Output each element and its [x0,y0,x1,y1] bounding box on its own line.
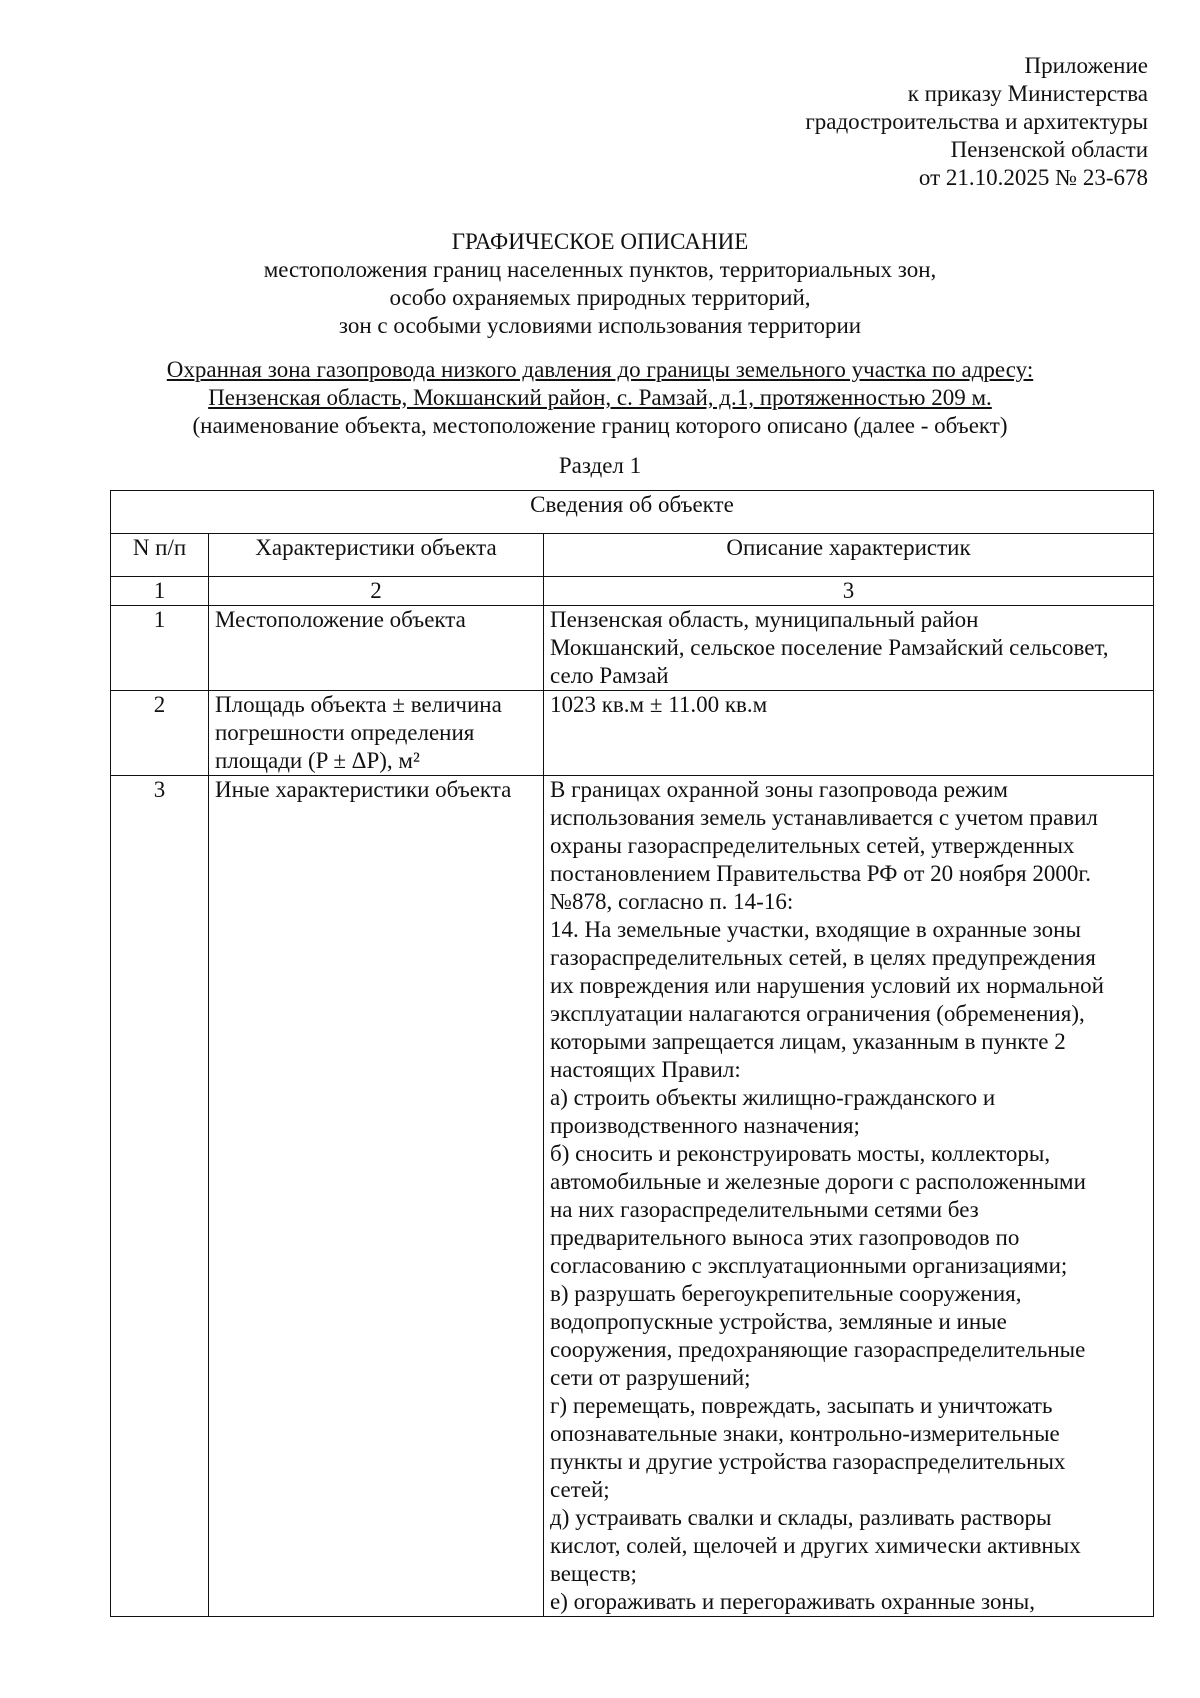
table-header-row [111,534,1154,577]
characteristic-line: Местоположение объекта [215,607,466,632]
description-line: а) строить объекты жилищно-гражданского и [550,1085,996,1110]
description-line: д) устраивать свалки и склады, разливать растворы [550,1505,1052,1530]
description-line: их повреждения или нарушения условий их нормальной [550,973,1104,998]
description-line: в) разрушать берегоукрепительные сооружения, [550,1281,1022,1306]
description-line: водопропускные устройства, земляные и иные [550,1309,1007,1334]
section-heading: Раздел 1 [558,453,642,478]
description-line: кислот, солей, щелочей и других химически активных [550,1533,1081,1558]
column-header: Описание характеристик [544,534,1154,577]
description-line: 1023 кв.м ± 11.00 кв.м [550,692,768,717]
column-number-row [111,577,1154,606]
description-line: на них газораспределительными сетями без [550,1197,979,1222]
description-line: постановлением Правительства РФ от 20 ноября 2000г. [550,861,1091,886]
document-title-block [0,228,1200,340]
description-line: опознавательные знаки, контрольно-измерительные [550,1421,1060,1446]
description-line: е) огораживать и перегораживать охранные зоны, [550,1589,1035,1614]
description-line: веществ; [550,1561,637,1586]
characteristic-cell [209,691,544,776]
document-subtitle-line: особо охраняемых природных территорий, [389,285,811,310]
characteristic-cell [209,606,544,691]
description-line: использования земель устанавливается с учетом правил [550,805,1098,830]
appendix-line: Пензенской области [950,137,1148,162]
appendix-line: Приложение [1024,53,1148,78]
description-line: которыми запрещается лицам, указанным в пункте 2 [550,1029,1066,1054]
appendix-line: от 21.10.2025 № 23-678 [918,165,1148,190]
description-cell [544,776,1154,1617]
object-name-line: Охранная зона газопровода низкого давления до границы земельного участка по адресу: [166,357,1034,382]
table-title-row [111,491,1154,534]
table-row [111,691,1154,776]
description-line: б) сносить и реконструировать мосты, коллекторы, [550,1141,1051,1166]
row-number: 3 [111,776,209,1617]
description-line: г) перемещать, повреждать, засыпать и уничтожать [550,1393,1053,1418]
table-row [111,606,1154,691]
object-name-line: Пензенская область, Мокшанский район, с. Рамзай, д.1, протяженностью 209 м. [208,385,992,410]
description-line: Мокшанский, сельское поселение Рамзайский сельсовет, [550,635,1109,660]
appendix-line: к приказу Министерства [907,81,1148,106]
description-line: село Рамзай [550,663,669,688]
description-line: сетей; [550,1477,610,1502]
row-number: 2 [111,691,209,776]
description-line: автомобильные и железные дороги с расположенными [550,1169,1086,1194]
description-line: сооружения, предохраняющие газораспределительные [550,1337,1086,1362]
description-line: эксплуатации налагаются ограничения (обременения), [550,1001,1085,1026]
column-header: N п/п [111,534,209,577]
document-subtitle-line: зон с особыми условиями использования территории [338,313,862,338]
description-line: В границах охранной зоны газопровода режим [550,777,1008,802]
description-line: Пензенская область, муниципальный район [550,607,979,632]
description-line: пункты и другие устройства газораспределительных [550,1449,1066,1474]
characteristic-line: погрешности определения [215,720,475,745]
description-line: №878, согласно п. 14-16: [550,889,794,914]
description-line: предварительного выноса этих газопроводов по [550,1225,1020,1250]
appendix-line: градостроительства и архитектуры [805,109,1148,134]
column-number: 2 [209,577,544,606]
object-name-block [0,356,1200,440]
description-line: производственного назначения; [550,1113,860,1138]
description-line: охраны газораспределительных сетей, утвержденных [550,833,1075,858]
characteristic-cell [209,776,544,1617]
characteristic-line: площади (P ± ΔP), м² [215,748,420,773]
column-header: Характеристики объекта [209,534,544,577]
table-row [111,776,1154,1617]
description-line: 14. На земельные участки, входящие в охранные зоны [550,917,1081,942]
description-cell [544,691,1154,776]
table-title: Сведения об объекте [111,491,1154,534]
document-title: ГРАФИЧЕСКОЕ ОПИСАНИЕ [451,229,749,254]
description-line: согласованию с эксплуатационными организациями; [550,1253,1068,1278]
row-number: 1 [111,606,209,691]
description-cell [544,606,1154,691]
characteristic-line: Иные характеристики объекта [215,777,512,802]
description-line: сети от разрушений; [550,1365,751,1390]
appendix-header [805,52,1148,192]
object-name-note: (наименование объекта, местоположение границ которого описано (далее - объект) [192,413,1008,438]
description-line: газораспределительных сетей, в целях предупреждения [550,945,1096,970]
column-number: 3 [544,577,1154,606]
document-subtitle-line: местоположения границ населенных пунктов, территориальных зон, [263,257,937,282]
characteristic-line: Площадь объекта ± величина [215,692,502,717]
column-number: 1 [111,577,209,606]
object-info-table [110,490,1154,1617]
description-line: настоящих Правил: [550,1057,741,1082]
